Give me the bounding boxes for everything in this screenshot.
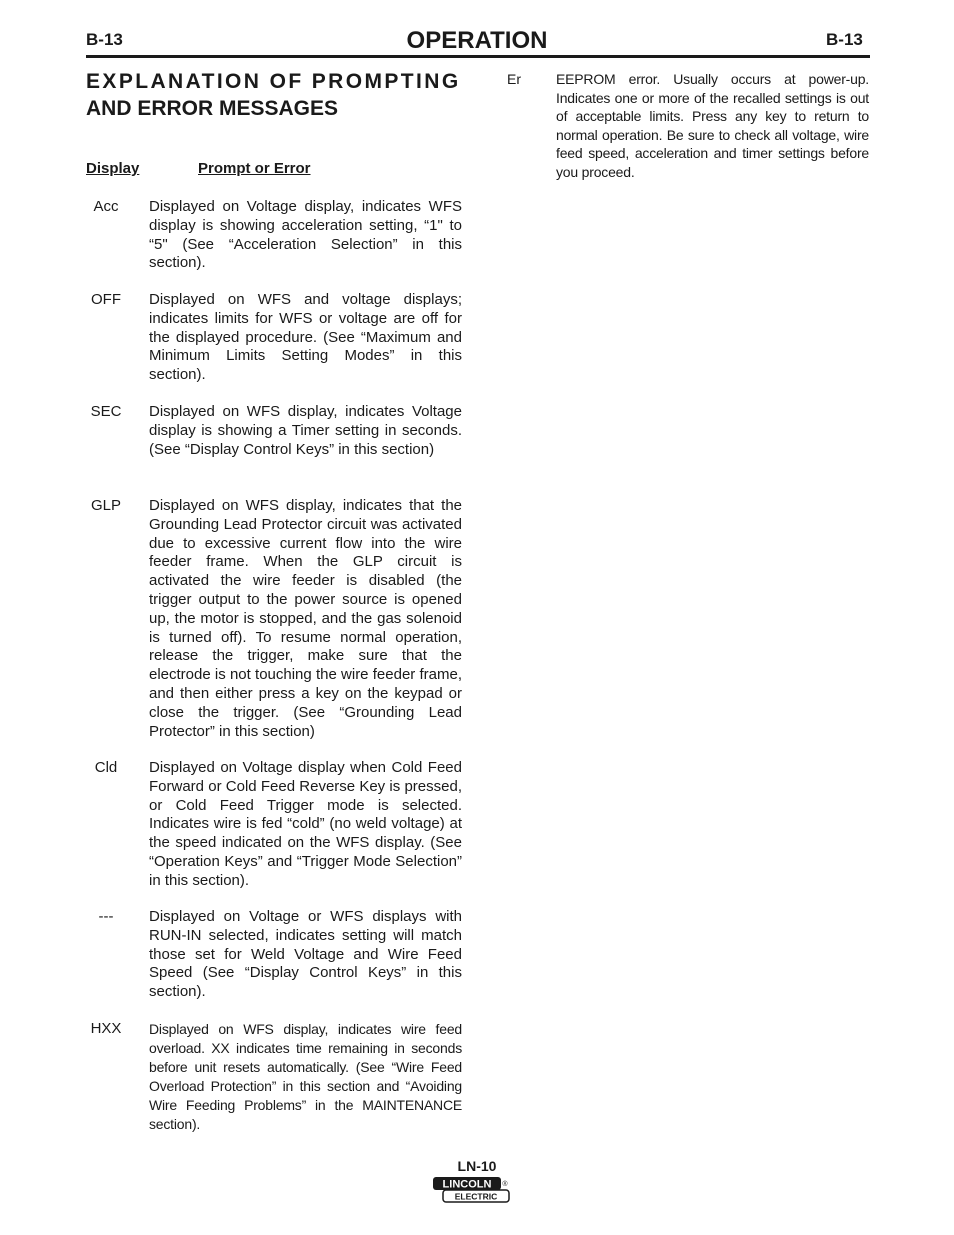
message-code: GLP: [90, 497, 121, 514]
column-header-prompt: Prompt or Error: [198, 160, 311, 177]
message-description: EEPROM error. Usually occurs at power-up. Indicates one or more of the recalled settings is out of acceptable limits. Press any key to return to normal operation. Be sure to check all voltage, wire feed speed, acceleration and timer settings before you proceed.: [556, 71, 869, 180]
lincoln-electric-logo: [432, 1176, 510, 1204]
message-code: Cld: [94, 759, 118, 776]
page-title: OPERATION: [406, 27, 548, 54]
message-description: Displayed on Voltage display, indicates WFS display is showing acceleration setting, “1" to “5" (See “Acceleration Selection” in this section).: [149, 198, 462, 272]
section-heading-line2: AND ERROR MESSAGES: [86, 97, 339, 120]
message-description: Displayed on Voltage display when Cold Feed Forward or Cold Feed Reverse Key is pressed, or Cold Feed Trigger mode is selected. Indicates wire is fed “cold” (no weld voltage) at the speed indicated on the WFS display. (See “Operation Keys” and “Trigger Mode Selection” in this section).: [149, 759, 462, 889]
message-description: Displayed on Voltage or WFS displays with RUN-IN selected, indicates setting will match those set for Weld Voltage and Wire Feed Speed (See “Display Control Keys” in this section).: [149, 908, 462, 1001]
footer-model-number: LN-10: [457, 1158, 497, 1174]
svg-text:®: ®: [502, 1181, 508, 1188]
header-rule: [86, 55, 870, 58]
message-description: Displayed on WFS display, indicates that the Grounding Lead Protector circuit was activated due to excessive current flow into the wire feeder frame. When the GLP circuit is activated the wire feeder is disabled (the trigger output to the power source is opened up, the motor is stopped, and the gas solenoid is turned off). To resume normal operation, release the trigger, make sure that the electrode is not touching the wire feeder frame, and then either press a key on the keypad or close the trigger. (See “Grounding Lead Protector” in this section): [149, 497, 462, 740]
section-heading-line1: EXPLANATION OF PROMPTING: [86, 70, 461, 93]
message-code: OFF: [91, 291, 121, 308]
message-description: Displayed on WFS display, indicates wire feed overload. XX indicates time remaining in seconds before unit resets automatically. (See “Wire Feed Overload Protection” in this section and “Avoiding Wire Feeding Problems” in the MAINTENANCE section).: [149, 1021, 462, 1132]
column-header-display: Display: [86, 160, 140, 177]
page-code-left: B-13: [86, 30, 123, 49]
message-description: Displayed on WFS and voltage displays; indicates limits for WFS or voltage are off for the displayed procedure. (See “Maximum and Minimum Limits Setting Modes” in this section).: [149, 291, 462, 384]
message-code: ---: [98, 908, 114, 925]
message-code: Er: [507, 71, 521, 87]
svg-text:LINCOLN: LINCOLN: [442, 1178, 492, 1191]
section-heading: [86, 68, 466, 122]
message-code: SEC: [90, 403, 122, 420]
message-description: Displayed on WFS display, indicates Voltage display is showing a Timer setting in seconds. (See “Display Control Keys” in this section): [149, 403, 462, 458]
message-code: Acc: [93, 198, 119, 215]
svg-text:ELECTRIC: ELECTRIC: [454, 1191, 498, 1202]
message-code: HXX: [90, 1020, 122, 1037]
page-code-right: B-13: [826, 30, 863, 49]
